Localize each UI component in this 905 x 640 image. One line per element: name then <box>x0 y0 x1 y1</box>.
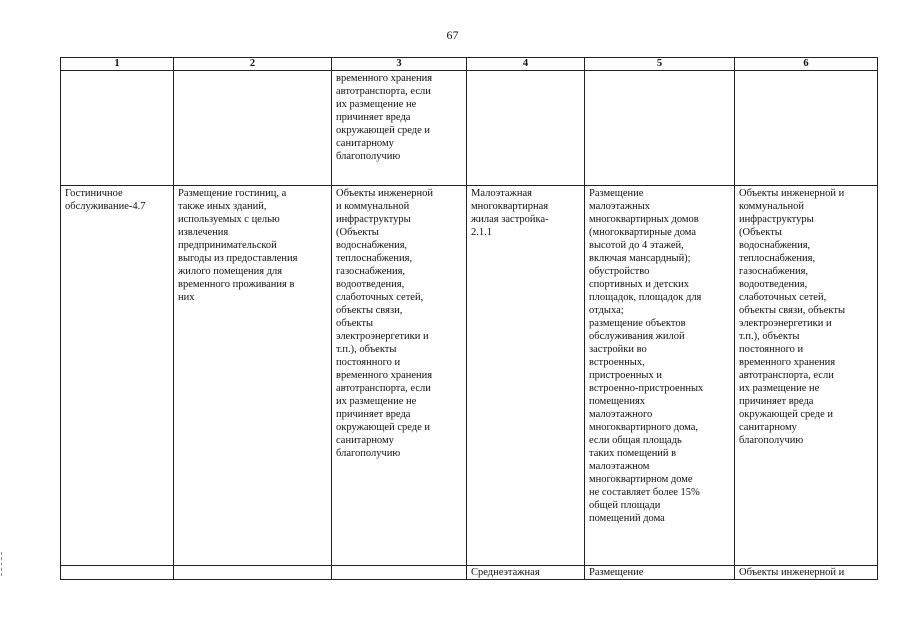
table-cell <box>61 566 174 580</box>
table-cell: Размещение гостиниц, а также иных зданий, используемых с целью извлечения предпринимательской выгоды из предоставления жилого помещения для временного проживания в них <box>174 186 332 566</box>
header-cell-4: 4 <box>467 58 585 71</box>
table-cell <box>467 71 585 186</box>
table-cell <box>585 71 735 186</box>
table-cell <box>61 71 174 186</box>
table-cell: Размещение малоэтажных многоквартирных домов (многоквартирные дома высотой до 4 этажей, включая мансардный); обустройство спортивных и детских площадок, площадок для отдыха; размещение объектов обслуживания жилой застройки во встроенных, пристроенных и встроенно-пристроенных помещениях малоэтажного многоквартирного дома, если общая площадь таких помещений в малоэтажном многоквартирном доме не составляет более 15% общей площади помещений дома <box>585 186 735 566</box>
scan-margin-mark <box>1 552 7 576</box>
header-cell-5: 5 <box>585 58 735 71</box>
header-cell-1: 1 <box>61 58 174 71</box>
land-use-table <box>60 57 878 580</box>
table-cell: Размещение <box>585 566 735 580</box>
table-cell: Гостиничное обслуживание-4.7 <box>61 186 174 566</box>
table-cell: Малоэтажная многоквартирная жилая застройка- 2.1.1 <box>467 186 585 566</box>
table-cell <box>174 71 332 186</box>
table-cell: временного хранения автотранспорта, если их размещение не причиняет вреда окружающей среде и санитарному благополучию <box>332 71 467 186</box>
table-cell: Объекты инженерной и коммунальной инфраструктуры (Объекты водоснабжения, теплоснабжения, газоснабжения, водоотведения, слаботочных сетей, объекты связи, объекты электроэнергетики и т.п.), объекты постоянного и временного хранения автотранспорта, если их размещение не причиняет вреда окружающей среде и санитарному благополучию <box>735 186 878 566</box>
page-number: 67 <box>446 28 459 42</box>
table-cell <box>735 71 878 186</box>
table-cell: Среднеэтажная <box>467 566 585 580</box>
table-cell <box>332 566 467 580</box>
table-cell <box>174 566 332 580</box>
table-header-row <box>61 58 878 71</box>
table-cell: Объекты инженерной и коммунальной инфраструктуры (Объекты водоснабжения, теплоснабжения, газоснабжения, водоотведения, слаботочных сетей, объекты связи, объекты электроэнергетики и т.п.), объекты постоянного и временного хранения автотранспорта, если их размещение не причиняет вреда окружающей среде и санитарному благополучию <box>332 186 467 566</box>
table-row <box>61 71 878 186</box>
header-cell-2: 2 <box>174 58 332 71</box>
table-cell: Объекты инженерной и <box>735 566 878 580</box>
header-cell-6: 6 <box>735 58 878 71</box>
table-row <box>61 566 878 580</box>
table-row <box>61 186 878 566</box>
header-cell-3: 3 <box>332 58 467 71</box>
